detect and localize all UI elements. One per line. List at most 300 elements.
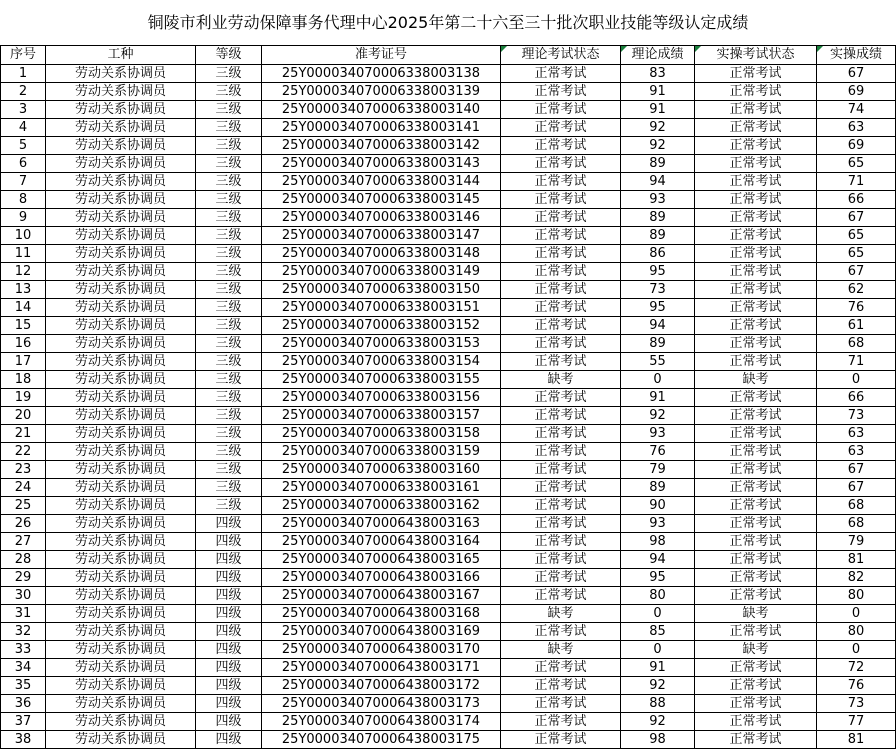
cell-practice-status: 正常考试 <box>695 731 817 749</box>
table-body <box>1 65 896 749</box>
column-header-index: 序号 <box>1 46 46 65</box>
cell-theory-score: 95 <box>621 569 695 587</box>
table-row <box>1 605 896 623</box>
table-row <box>1 677 896 695</box>
table-row <box>1 623 896 641</box>
cell-job: 劳动关系协调员 <box>46 515 196 533</box>
cell-index: 6 <box>1 155 46 173</box>
cell-theory-status: 正常考试 <box>501 245 621 263</box>
table-row <box>1 461 896 479</box>
cell-level: 三级 <box>196 137 262 155</box>
cell-practice-status: 正常考试 <box>695 299 817 317</box>
cell-ticket: 25Y000034070006438003164 <box>262 533 501 551</box>
cell-ticket: 25Y000034070006338003139 <box>262 83 501 101</box>
cell-practice-status: 缺考 <box>695 641 817 659</box>
table-row <box>1 713 896 731</box>
cell-practice-score: 63 <box>817 119 896 137</box>
cell-theory-status: 正常考试 <box>501 209 621 227</box>
table-row <box>1 155 896 173</box>
cell-ticket: 25Y000034070006338003148 <box>262 245 501 263</box>
cell-theory-score: 92 <box>621 407 695 425</box>
table-row <box>1 695 896 713</box>
cell-job: 劳动关系协调员 <box>46 119 196 137</box>
table-row <box>1 425 896 443</box>
cell-ticket: 25Y000034070006438003170 <box>262 641 501 659</box>
cell-index: 4 <box>1 119 46 137</box>
cell-ticket: 25Y000034070006338003162 <box>262 497 501 515</box>
cell-theory-status: 正常考试 <box>501 317 621 335</box>
cell-theory-score: 89 <box>621 155 695 173</box>
cell-practice-score: 0 <box>817 371 896 389</box>
cell-practice-score: 76 <box>817 299 896 317</box>
cell-ticket: 25Y000034070006438003169 <box>262 623 501 641</box>
cell-theory-status: 正常考试 <box>501 155 621 173</box>
cell-level: 三级 <box>196 83 262 101</box>
cell-ticket: 25Y000034070006338003154 <box>262 353 501 371</box>
table-row <box>1 551 896 569</box>
cell-job: 劳动关系协调员 <box>46 353 196 371</box>
cell-job: 劳动关系协调员 <box>46 389 196 407</box>
cell-theory-status: 正常考试 <box>501 443 621 461</box>
cell-index: 2 <box>1 83 46 101</box>
cell-theory-score: 95 <box>621 263 695 281</box>
cell-theory-status: 正常考试 <box>501 731 621 749</box>
cell-index: 30 <box>1 587 46 605</box>
cell-practice-score: 61 <box>817 317 896 335</box>
cell-level: 四级 <box>196 587 262 605</box>
cell-practice-score: 76 <box>817 677 896 695</box>
cell-ticket: 25Y000034070006338003146 <box>262 209 501 227</box>
cell-theory-score: 89 <box>621 335 695 353</box>
cell-level: 三级 <box>196 371 262 389</box>
cell-index: 27 <box>1 533 46 551</box>
cell-index: 33 <box>1 641 46 659</box>
cell-theory-status: 正常考试 <box>501 263 621 281</box>
table-row <box>1 263 896 281</box>
cell-theory-status: 正常考试 <box>501 569 621 587</box>
table-row <box>1 335 896 353</box>
cell-ticket: 25Y000034070006338003158 <box>262 425 501 443</box>
table-row <box>1 587 896 605</box>
cell-theory-score: 95 <box>621 299 695 317</box>
cell-level: 三级 <box>196 155 262 173</box>
cell-theory-score: 89 <box>621 209 695 227</box>
cell-practice-score: 65 <box>817 155 896 173</box>
table-row <box>1 245 896 263</box>
cell-job: 劳动关系协调员 <box>46 659 196 677</box>
cell-practice-score: 77 <box>817 713 896 731</box>
cell-theory-status: 正常考试 <box>501 137 621 155</box>
cell-theory-score: 91 <box>621 83 695 101</box>
cell-practice-score: 65 <box>817 227 896 245</box>
cell-theory-status: 正常考试 <box>501 83 621 101</box>
cell-job: 劳动关系协调员 <box>46 605 196 623</box>
cell-job: 劳动关系协调员 <box>46 281 196 299</box>
column-header-level: 等级 <box>196 46 262 65</box>
cell-index: 32 <box>1 623 46 641</box>
cell-practice-status: 正常考试 <box>695 407 817 425</box>
cell-theory-status: 正常考试 <box>501 281 621 299</box>
cell-practice-status: 正常考试 <box>695 533 817 551</box>
cell-index: 14 <box>1 299 46 317</box>
column-header-theory-score: 理论成绩 <box>621 46 695 65</box>
cell-theory-status: 正常考试 <box>501 659 621 677</box>
table-header-row <box>1 46 896 65</box>
cell-ticket: 25Y000034070006338003140 <box>262 101 501 119</box>
cell-theory-status: 正常考试 <box>501 497 621 515</box>
cell-ticket: 25Y000034070006338003150 <box>262 281 501 299</box>
cell-level: 三级 <box>196 101 262 119</box>
cell-level: 三级 <box>196 317 262 335</box>
cell-practice-score: 71 <box>817 353 896 371</box>
cell-job: 劳动关系协调员 <box>46 209 196 227</box>
cell-level: 四级 <box>196 659 262 677</box>
cell-theory-score: 93 <box>621 425 695 443</box>
cell-theory-score: 91 <box>621 101 695 119</box>
cell-theory-score: 76 <box>621 443 695 461</box>
cell-theory-score: 91 <box>621 659 695 677</box>
cell-practice-score: 67 <box>817 209 896 227</box>
cell-level: 四级 <box>196 713 262 731</box>
cell-job: 劳动关系协调员 <box>46 623 196 641</box>
cell-level: 四级 <box>196 731 262 749</box>
cell-ticket: 25Y000034070006338003157 <box>262 407 501 425</box>
cell-theory-score: 91 <box>621 389 695 407</box>
cell-index: 16 <box>1 335 46 353</box>
table-row <box>1 209 896 227</box>
cell-level: 四级 <box>196 551 262 569</box>
cell-theory-score: 92 <box>621 677 695 695</box>
cell-index: 8 <box>1 191 46 209</box>
cell-practice-status: 正常考试 <box>695 497 817 515</box>
cell-level: 三级 <box>196 119 262 137</box>
cell-index: 34 <box>1 659 46 677</box>
cell-theory-status: 正常考试 <box>501 227 621 245</box>
cell-practice-status: 正常考试 <box>695 569 817 587</box>
cell-theory-score: 93 <box>621 191 695 209</box>
cell-ticket: 25Y000034070006438003171 <box>262 659 501 677</box>
cell-theory-score: 0 <box>621 605 695 623</box>
cell-index: 5 <box>1 137 46 155</box>
cell-job: 劳动关系协调员 <box>46 497 196 515</box>
cell-practice-score: 81 <box>817 731 896 749</box>
cell-ticket: 25Y000034070006338003155 <box>262 371 501 389</box>
cell-theory-status: 正常考试 <box>501 533 621 551</box>
cell-practice-score: 68 <box>817 335 896 353</box>
cell-level: 三级 <box>196 299 262 317</box>
cell-practice-status: 正常考试 <box>695 191 817 209</box>
cell-index: 17 <box>1 353 46 371</box>
cell-practice-status: 正常考试 <box>695 623 817 641</box>
column-header-job: 工种 <box>46 46 196 65</box>
cell-level: 三级 <box>196 479 262 497</box>
cell-ticket: 25Y000034070006438003167 <box>262 587 501 605</box>
cell-job: 劳动关系协调员 <box>46 713 196 731</box>
cell-theory-status: 正常考试 <box>501 299 621 317</box>
cell-job: 劳动关系协调员 <box>46 83 196 101</box>
cell-practice-score: 67 <box>817 479 896 497</box>
table-row <box>1 569 896 587</box>
table-row <box>1 497 896 515</box>
cell-index: 10 <box>1 227 46 245</box>
cell-theory-status: 正常考试 <box>501 695 621 713</box>
cell-practice-status: 正常考试 <box>695 281 817 299</box>
cell-job: 劳动关系协调员 <box>46 479 196 497</box>
cell-practice-status: 正常考试 <box>695 65 817 83</box>
cell-ticket: 25Y000034070006338003143 <box>262 155 501 173</box>
cell-practice-score: 66 <box>817 389 896 407</box>
cell-theory-score: 98 <box>621 533 695 551</box>
cell-job: 劳动关系协调员 <box>46 245 196 263</box>
cell-ticket: 25Y000034070006338003142 <box>262 137 501 155</box>
cell-index: 36 <box>1 695 46 713</box>
cell-practice-status: 正常考试 <box>695 587 817 605</box>
cell-ticket: 25Y000034070006338003138 <box>262 65 501 83</box>
cell-ticket: 25Y000034070006438003168 <box>262 605 501 623</box>
cell-practice-score: 79 <box>817 533 896 551</box>
cell-practice-status: 正常考试 <box>695 119 817 137</box>
cell-practice-status: 正常考试 <box>695 173 817 191</box>
cell-job: 劳动关系协调员 <box>46 137 196 155</box>
cell-index: 11 <box>1 245 46 263</box>
cell-ticket: 25Y000034070006338003156 <box>262 389 501 407</box>
cell-ticket: 25Y000034070006338003144 <box>262 173 501 191</box>
cell-level: 三级 <box>196 227 262 245</box>
cell-theory-score: 94 <box>621 317 695 335</box>
cell-level: 三级 <box>196 281 262 299</box>
cell-job: 劳动关系协调员 <box>46 641 196 659</box>
cell-practice-status: 正常考试 <box>695 83 817 101</box>
table-row <box>1 389 896 407</box>
cell-level: 三级 <box>196 353 262 371</box>
cell-ticket: 25Y000034070006438003165 <box>262 551 501 569</box>
cell-ticket: 25Y000034070006338003159 <box>262 443 501 461</box>
cell-job: 劳动关系协调员 <box>46 65 196 83</box>
table-row <box>1 731 896 749</box>
table-row <box>1 227 896 245</box>
cell-practice-score: 74 <box>817 101 896 119</box>
cell-ticket: 25Y000034070006338003153 <box>262 335 501 353</box>
cell-index: 21 <box>1 425 46 443</box>
cell-index: 23 <box>1 461 46 479</box>
cell-practice-status: 缺考 <box>695 605 817 623</box>
table-row <box>1 659 896 677</box>
table-row <box>1 191 896 209</box>
table-row <box>1 407 896 425</box>
cell-index: 18 <box>1 371 46 389</box>
cell-theory-status: 正常考试 <box>501 461 621 479</box>
cell-theory-score: 55 <box>621 353 695 371</box>
cell-practice-status: 正常考试 <box>695 335 817 353</box>
cell-practice-score: 62 <box>817 281 896 299</box>
cell-theory-score: 92 <box>621 713 695 731</box>
cell-theory-score: 92 <box>621 119 695 137</box>
cell-practice-score: 67 <box>817 263 896 281</box>
cell-level: 三级 <box>196 443 262 461</box>
table-row <box>1 353 896 371</box>
cell-theory-status: 正常考试 <box>501 65 621 83</box>
cell-level: 三级 <box>196 461 262 479</box>
cell-theory-score: 83 <box>621 65 695 83</box>
cell-theory-status: 正常考试 <box>501 353 621 371</box>
cell-level: 三级 <box>196 209 262 227</box>
cell-practice-score: 81 <box>817 551 896 569</box>
cell-practice-score: 63 <box>817 425 896 443</box>
cell-job: 劳动关系协调员 <box>46 551 196 569</box>
cell-theory-score: 93 <box>621 515 695 533</box>
cell-practice-score: 65 <box>817 245 896 263</box>
cell-ticket: 25Y000034070006338003160 <box>262 461 501 479</box>
cell-index: 25 <box>1 497 46 515</box>
cell-index: 13 <box>1 281 46 299</box>
cell-theory-status: 正常考试 <box>501 389 621 407</box>
cell-practice-status: 正常考试 <box>695 155 817 173</box>
cell-theory-status: 正常考试 <box>501 677 621 695</box>
cell-job: 劳动关系协调员 <box>46 101 196 119</box>
cell-practice-status: 正常考试 <box>695 101 817 119</box>
cell-level: 四级 <box>196 533 262 551</box>
cell-practice-score: 80 <box>817 587 896 605</box>
cell-practice-status: 正常考试 <box>695 443 817 461</box>
cell-job: 劳动关系协调员 <box>46 461 196 479</box>
cell-ticket: 25Y000034070006438003166 <box>262 569 501 587</box>
cell-index: 31 <box>1 605 46 623</box>
cell-theory-status: 正常考试 <box>501 173 621 191</box>
cell-practice-score: 73 <box>817 407 896 425</box>
cell-practice-score: 63 <box>817 443 896 461</box>
cell-theory-status: 正常考试 <box>501 425 621 443</box>
table-row <box>1 443 896 461</box>
cell-job: 劳动关系协调员 <box>46 191 196 209</box>
cell-level: 四级 <box>196 515 262 533</box>
cell-index: 1 <box>1 65 46 83</box>
cell-ticket: 25Y000034070006438003163 <box>262 515 501 533</box>
cell-index: 7 <box>1 173 46 191</box>
cell-level: 四级 <box>196 605 262 623</box>
cell-theory-status: 正常考试 <box>501 551 621 569</box>
cell-theory-score: 94 <box>621 173 695 191</box>
cell-level: 三级 <box>196 407 262 425</box>
cell-index: 22 <box>1 443 46 461</box>
cell-practice-score: 0 <box>817 605 896 623</box>
cell-job: 劳动关系协调员 <box>46 533 196 551</box>
cell-theory-status: 正常考试 <box>501 623 621 641</box>
cell-theory-score: 89 <box>621 479 695 497</box>
cell-level: 三级 <box>196 425 262 443</box>
cell-practice-status: 正常考试 <box>695 479 817 497</box>
cell-practice-score: 72 <box>817 659 896 677</box>
cell-practice-score: 80 <box>817 623 896 641</box>
table-row <box>1 83 896 101</box>
cell-job: 劳动关系协调员 <box>46 443 196 461</box>
cell-level: 四级 <box>196 641 262 659</box>
table-row <box>1 137 896 155</box>
cell-theory-score: 85 <box>621 623 695 641</box>
cell-practice-status: 正常考试 <box>695 677 817 695</box>
cell-practice-status: 正常考试 <box>695 461 817 479</box>
cell-theory-status: 正常考试 <box>501 407 621 425</box>
cell-theory-score: 0 <box>621 371 695 389</box>
cell-level: 三级 <box>196 173 262 191</box>
cell-level: 三级 <box>196 245 262 263</box>
results-table <box>0 45 896 749</box>
cell-job: 劳动关系协调员 <box>46 173 196 191</box>
cell-practice-score: 67 <box>817 461 896 479</box>
cell-theory-score: 94 <box>621 551 695 569</box>
cell-theory-score: 80 <box>621 587 695 605</box>
cell-practice-score: 73 <box>817 695 896 713</box>
cell-index: 38 <box>1 731 46 749</box>
cell-practice-status: 正常考试 <box>695 263 817 281</box>
cell-job: 劳动关系协调员 <box>46 407 196 425</box>
cell-level: 四级 <box>196 569 262 587</box>
cell-theory-status: 正常考试 <box>501 335 621 353</box>
cell-ticket: 25Y000034070006438003172 <box>262 677 501 695</box>
cell-index: 26 <box>1 515 46 533</box>
cell-index: 20 <box>1 407 46 425</box>
cell-index: 29 <box>1 569 46 587</box>
cell-practice-status: 正常考试 <box>695 245 817 263</box>
cell-practice-score: 0 <box>817 641 896 659</box>
cell-practice-status: 正常考试 <box>695 551 817 569</box>
cell-theory-status: 正常考试 <box>501 479 621 497</box>
cell-ticket: 25Y000034070006438003175 <box>262 731 501 749</box>
cell-practice-score: 68 <box>817 497 896 515</box>
cell-practice-score: 68 <box>817 515 896 533</box>
cell-practice-score: 66 <box>817 191 896 209</box>
cell-level: 四级 <box>196 695 262 713</box>
cell-job: 劳动关系协调员 <box>46 299 196 317</box>
page-title: 铜陵市利业劳动保障事务代理中心2025年第二十六至三十批次职业技能等级认定成绩 <box>147 13 749 32</box>
cell-theory-score: 90 <box>621 497 695 515</box>
cell-job: 劳动关系协调员 <box>46 155 196 173</box>
cell-job: 劳动关系协调员 <box>46 263 196 281</box>
cell-practice-status: 正常考试 <box>695 227 817 245</box>
cell-theory-status: 正常考试 <box>501 101 621 119</box>
cell-job: 劳动关系协调员 <box>46 587 196 605</box>
cell-index: 28 <box>1 551 46 569</box>
cell-theory-score: 79 <box>621 461 695 479</box>
cell-job: 劳动关系协调员 <box>46 731 196 749</box>
cell-job: 劳动关系协调员 <box>46 677 196 695</box>
cell-practice-status: 缺考 <box>695 371 817 389</box>
cell-ticket: 25Y000034070006338003141 <box>262 119 501 137</box>
cell-theory-status: 正常考试 <box>501 515 621 533</box>
cell-theory-score: 98 <box>621 731 695 749</box>
cell-ticket: 25Y000034070006338003147 <box>262 227 501 245</box>
cell-theory-status: 正常考试 <box>501 119 621 137</box>
column-header-practice-status: 实操考试状态 <box>695 46 817 65</box>
cell-index: 35 <box>1 677 46 695</box>
table-row <box>1 299 896 317</box>
cell-practice-score: 69 <box>817 137 896 155</box>
cell-practice-score: 69 <box>817 83 896 101</box>
cell-theory-score: 88 <box>621 695 695 713</box>
cell-level: 四级 <box>196 623 262 641</box>
cell-index: 24 <box>1 479 46 497</box>
cell-practice-status: 正常考试 <box>695 659 817 677</box>
cell-practice-status: 正常考试 <box>695 713 817 731</box>
cell-theory-status: 正常考试 <box>501 587 621 605</box>
cell-practice-status: 正常考试 <box>695 317 817 335</box>
table-row <box>1 173 896 191</box>
cell-level: 三级 <box>196 191 262 209</box>
cell-practice-score: 82 <box>817 569 896 587</box>
cell-theory-score: 86 <box>621 245 695 263</box>
cell-job: 劳动关系协调员 <box>46 317 196 335</box>
cell-index: 12 <box>1 263 46 281</box>
column-header-practice-score: 实操成绩 <box>817 46 896 65</box>
